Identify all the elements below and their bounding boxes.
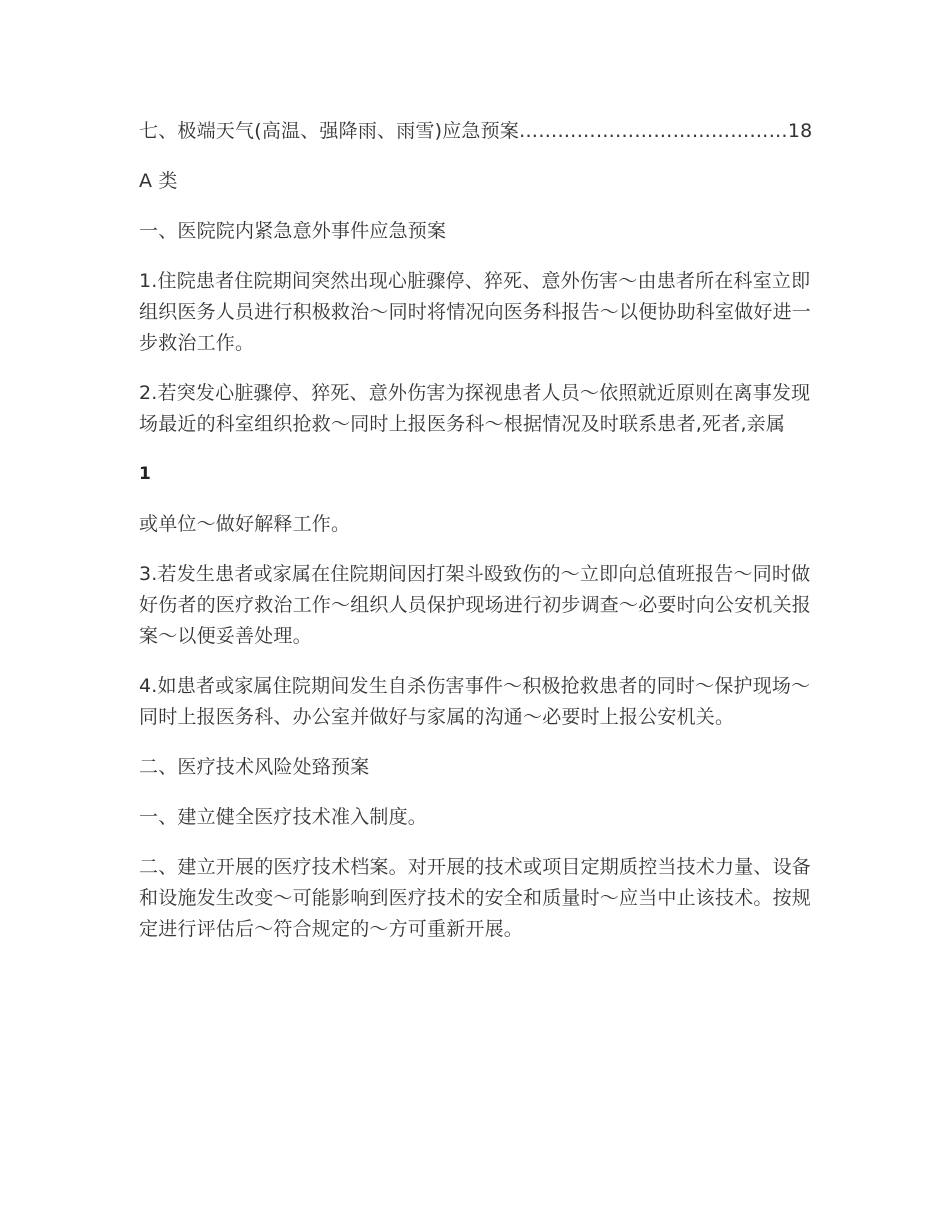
section-2-item-1: 一、建立健全医疗技术准入制度。: [139, 806, 428, 828]
paragraph-item-3: 3.若发生患者或家属在住院期间因打架斗殴致伤的～立即向总值班报告～同时做好伤者的医疗救治工作～组织人员保护现场进行初步调查～必要时向公安机关报案～以便妥善处理。: [139, 563, 812, 647]
paragraph-item-4: 4.如患者或家属住院期间发生自杀伤害事件～积极抢救患者的同时～保护现场～同时上报医务科、办公室并做好与家属的沟通～必要时上报公安机关。: [139, 675, 811, 728]
document-body: [139, 116, 822, 964]
section-2-item-2: 二、建立开展的医疗技术档案。对开展的技术或项目定期质控当技术力量、设备和设施发生改变～可能影响到医疗技术的安全和质量时～应当中止该技术。按规定进行评估后～符合规定的～方可重新开展。: [139, 856, 812, 940]
section-1-title: 一、医院院内紧急意外事件应急预案: [139, 220, 447, 242]
section-class-label: A 类: [139, 170, 178, 192]
section-2-title: 二、医疗技术风险处臵预案: [139, 756, 370, 778]
toc-line: 七、极端天气(高温、强降雨、雨雪)应急预案……………………………………18: [139, 120, 813, 142]
paragraph-item-2: 2.若突发心脏骤停、猝死、意外伤害为探视患者人员～依照就近原则在离事发现场最近的科室组织抢救～同时上报医务科～根据情况及时联系患者,死者,亲属: [139, 382, 811, 435]
paragraph-item-2-continued: 或单位～做好解释工作。: [139, 513, 351, 535]
paragraph-item-1: 1.住院患者住院期间突然出现心脏骤停、猝死、意外伤害～由患者所在科室立即组织医务人员进行积极救治～同时将情况向医务科报告～以便协助科室做好进一步救治工作。: [139, 270, 812, 354]
page-number: 1: [139, 464, 151, 484]
